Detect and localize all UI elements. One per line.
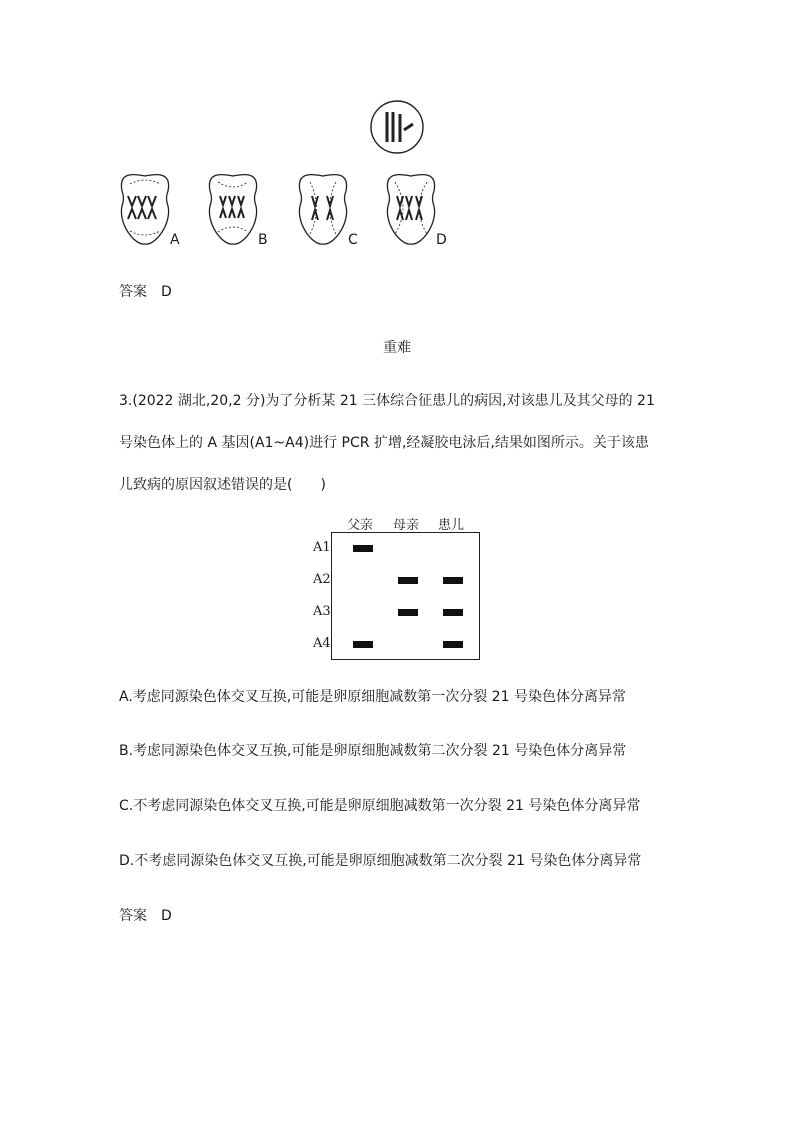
- cell-d: [387, 175, 434, 245]
- answer-1: 答案 D: [119, 284, 172, 300]
- gel-row-a4: A4: [313, 636, 331, 651]
- section-title: 重难: [383, 340, 411, 356]
- answer-2: 答案 D: [119, 908, 172, 924]
- cell-a: [121, 175, 168, 245]
- gel-figure: [300, 510, 490, 665]
- gel-column-mother: 母亲: [393, 518, 420, 533]
- gel-column-father: 父亲: [347, 518, 374, 533]
- option-d: D.不考虑同源染色体交叉互换,可能是卵原细胞减数第二次分裂 21 号染色体分离异常: [119, 853, 642, 869]
- reference-cell: [371, 101, 423, 153]
- cell-b-label: B: [258, 232, 268, 248]
- gel-band-a1-father: [353, 545, 373, 552]
- option-c: C.不考虑同源染色体交叉互换,可能是卵原细胞减数第一次分裂 21 号染色体分离异常: [119, 798, 641, 814]
- gel-band-a4-child: [443, 641, 463, 648]
- gel-row-a1: A1: [313, 540, 331, 555]
- cell-c-label: C: [348, 232, 358, 248]
- gel-row-a3: A3: [313, 604, 331, 619]
- cell-d-label: D: [436, 232, 447, 248]
- question-line-1: 3.(2022 湖北,20,2 分)为了分析某 21 三体综合征患儿的病因,对该患儿及其父母的 21: [119, 393, 655, 409]
- gel-band-a3-child: [443, 609, 463, 616]
- question-line-2: 号染色体上的 A 基因(A1~A4)进行 PCR 扩增,经凝胶电泳后,结果如图所示。关于该患: [119, 435, 649, 451]
- cell-division-figure: [110, 96, 470, 256]
- gel-band-a3-mother: [398, 609, 418, 616]
- cell-c: [299, 175, 346, 245]
- gel-band-a4-father: [353, 641, 373, 648]
- option-b: B.考虑同源染色体交叉互换,可能是卵原细胞减数第二次分裂 21 号染色体分离异常: [119, 743, 627, 759]
- question-line-3: 儿致病的原因叙述错误的是( ): [119, 477, 326, 493]
- gel-row-a2: A2: [313, 572, 331, 587]
- gel-column-child: 患儿: [438, 518, 465, 533]
- cell-division-svg: [110, 96, 470, 256]
- gel-band-a2-mother: [398, 577, 418, 584]
- gel-band-a2-child: [443, 577, 463, 584]
- cell-b: [209, 175, 256, 245]
- option-a: A.考虑同源染色体交叉互换,可能是卵原细胞减数第一次分裂 21 号染色体分离异常: [119, 689, 626, 705]
- cell-a-label: A: [170, 232, 180, 248]
